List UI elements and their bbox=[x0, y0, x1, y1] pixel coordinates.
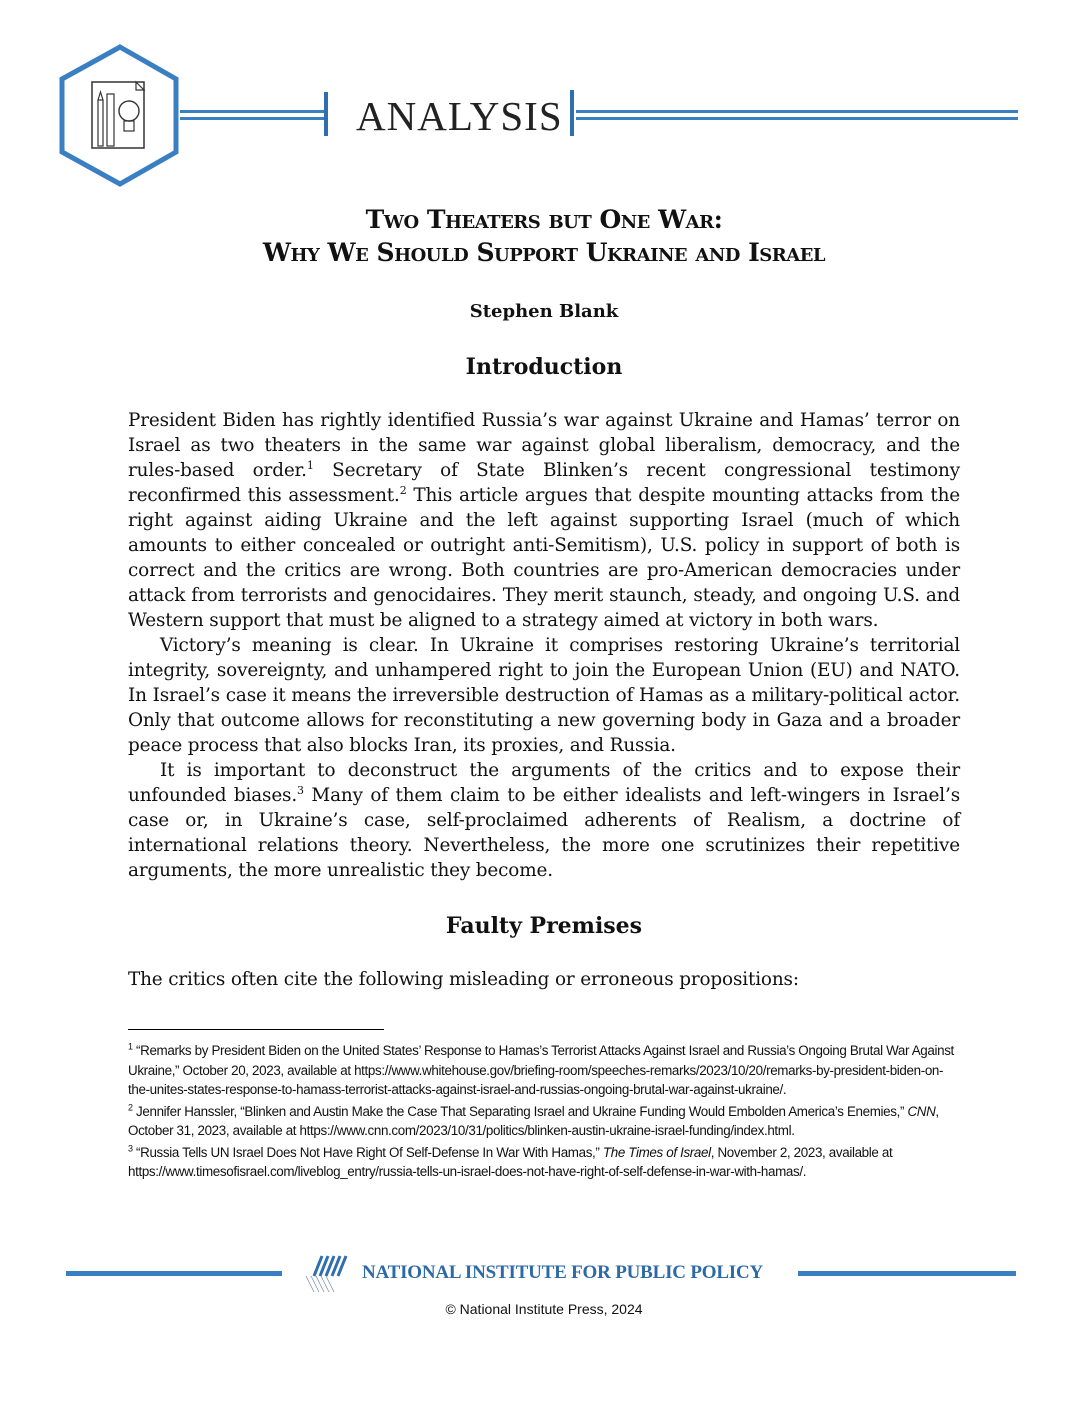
source-name: The Times of Israel bbox=[602, 1144, 711, 1160]
footnote-text: , November 2, 2023, available at https://www.timesofisrael.com/liveblog_entry/russia-tells-un-israel-does-not-have-right-of-self-defense-in-war-with-hamas/. bbox=[128, 1144, 893, 1179]
author: Stephen Blank bbox=[469, 301, 619, 322]
article-title-line2: Why We Should Support Ukraine and Israel bbox=[262, 238, 826, 267]
footnote-text: , October 31, 2023, available at https://www.cnn.com/2023/10/31/politics/blinken-austin-ukraine-israel-funding/index.html. bbox=[128, 1103, 939, 1138]
footnote-number: 2 bbox=[128, 1102, 133, 1113]
header-divider bbox=[570, 90, 574, 136]
footnote-number: 3 bbox=[128, 1143, 133, 1154]
text: Many of them claim to be either idealists and left-wingers in Israel’s case or, in Ukraine’s case, self-proclaimed adherents of Realism, a doctrine of international relations theory. Nevertheless, the more one scrutinizes their repetitive arguments, the more unrealistic they become. bbox=[128, 785, 960, 881]
footnote-text: “Remarks by President Biden on the United States’ Response to Hamas’s Terrorist Attacks Against Israel and Russia’s Ongoing Brutal War Against Ukraine,” October 20, 2023, available at https://www.whitehouse.gov/briefing-room/speeches-remarks/2023/10/20/remarks-by-president-biden-on-the-unites-states-response-to-hamass-terrorist-attacks-against-israel-and-russias-ongoing-brutal-war-against-ukraine/. bbox=[128, 1043, 954, 1097]
footnote-text: “Russia Tells UN Israel Does Not Have Right Of Self-Defense In War With Hamas,” bbox=[136, 1144, 603, 1160]
source-name: CNN bbox=[907, 1103, 936, 1119]
footnote-ref[interactable]: 1 bbox=[306, 458, 314, 472]
header-rule-left bbox=[180, 117, 326, 120]
footnote-number: 1 bbox=[128, 1041, 133, 1052]
section-label: ANALYSIS bbox=[356, 93, 563, 139]
paragraph bbox=[128, 408, 960, 633]
intro-heading: Introduction bbox=[465, 354, 623, 380]
analysis-logo-icon bbox=[56, 44, 186, 189]
intro-body bbox=[128, 408, 960, 883]
footer-brand: NATIONAL INSTITUTE FOR PUBLIC POLICY bbox=[362, 1262, 764, 1283]
text: This article argues that despite mounting attacks from the right against aiding Ukraine and the left against supporting Israel (much of which amounts to either concealed or outright anti-Semitism), U.S. policy in support of both is correct and the critics are wrong. Both countries are pro-American democracies under attack from terrorists and genocidaires. They merit staunch, steady, and ongoing U.S. and Western support that must be aligned to a strategy aimed at victory in both wars. bbox=[128, 485, 960, 631]
footnote-ref[interactable]: 3 bbox=[297, 783, 304, 797]
text: It is important to deconstruct the arguments of the critics and to expose their unfounded biases. bbox=[128, 760, 960, 806]
paragraph: Victory’s meaning is clear. In Ukraine it comprises restoring Ukraine’s territorial integrity, sovereignty, and unhampered right to join the European Union (EU) and NATO. In Israel’s case it means the irreversible destruction of Hamas as a military-political actor. Only that outcome allows for reconstituting a new governing body in Gaza and a broader peace process that also blocks Iran, its proxies, and Russia. bbox=[128, 635, 960, 756]
footnote bbox=[128, 1102, 958, 1141]
footer-rule-right bbox=[798, 1271, 1016, 1276]
header-rule-right bbox=[576, 117, 1018, 120]
footnote-divider bbox=[128, 1029, 384, 1030]
header-rule-left bbox=[180, 110, 326, 113]
footnote bbox=[128, 1041, 958, 1100]
header-divider bbox=[324, 92, 328, 136]
text: Secretary of State Blinken’s recent congressional testimony reconfirmed this assessment. bbox=[128, 460, 960, 506]
footnotes bbox=[128, 1041, 958, 1184]
footnote-text: Jennifer Hanssler, “Blinken and Austin Make the Case That Separating Israel and Ukraine Funding Would Embolden America’s Enemies,” bbox=[136, 1103, 908, 1119]
paragraph: The critics often cite the following misleading or erroneous propositions: bbox=[128, 969, 799, 990]
footnote-ref[interactable]: 2 bbox=[399, 483, 407, 497]
header-rule-right bbox=[576, 110, 1018, 113]
text: President Biden has rightly identified Russia’s war against Ukraine and Hamas’ terror on Israel as two theaters in the same war against global liberalism, democracy, and the rules-based order. bbox=[128, 410, 960, 481]
paragraph bbox=[128, 758, 960, 883]
footnote bbox=[128, 1143, 958, 1182]
footer-rule-left bbox=[66, 1271, 282, 1276]
copyright: © National Institute Press, 2024 bbox=[445, 1301, 643, 1317]
faulty-premises-heading: Faulty Premises bbox=[445, 913, 643, 939]
nipp-logo-icon bbox=[302, 1252, 354, 1296]
article-title-line1: Two Theaters but One War: bbox=[365, 205, 723, 234]
